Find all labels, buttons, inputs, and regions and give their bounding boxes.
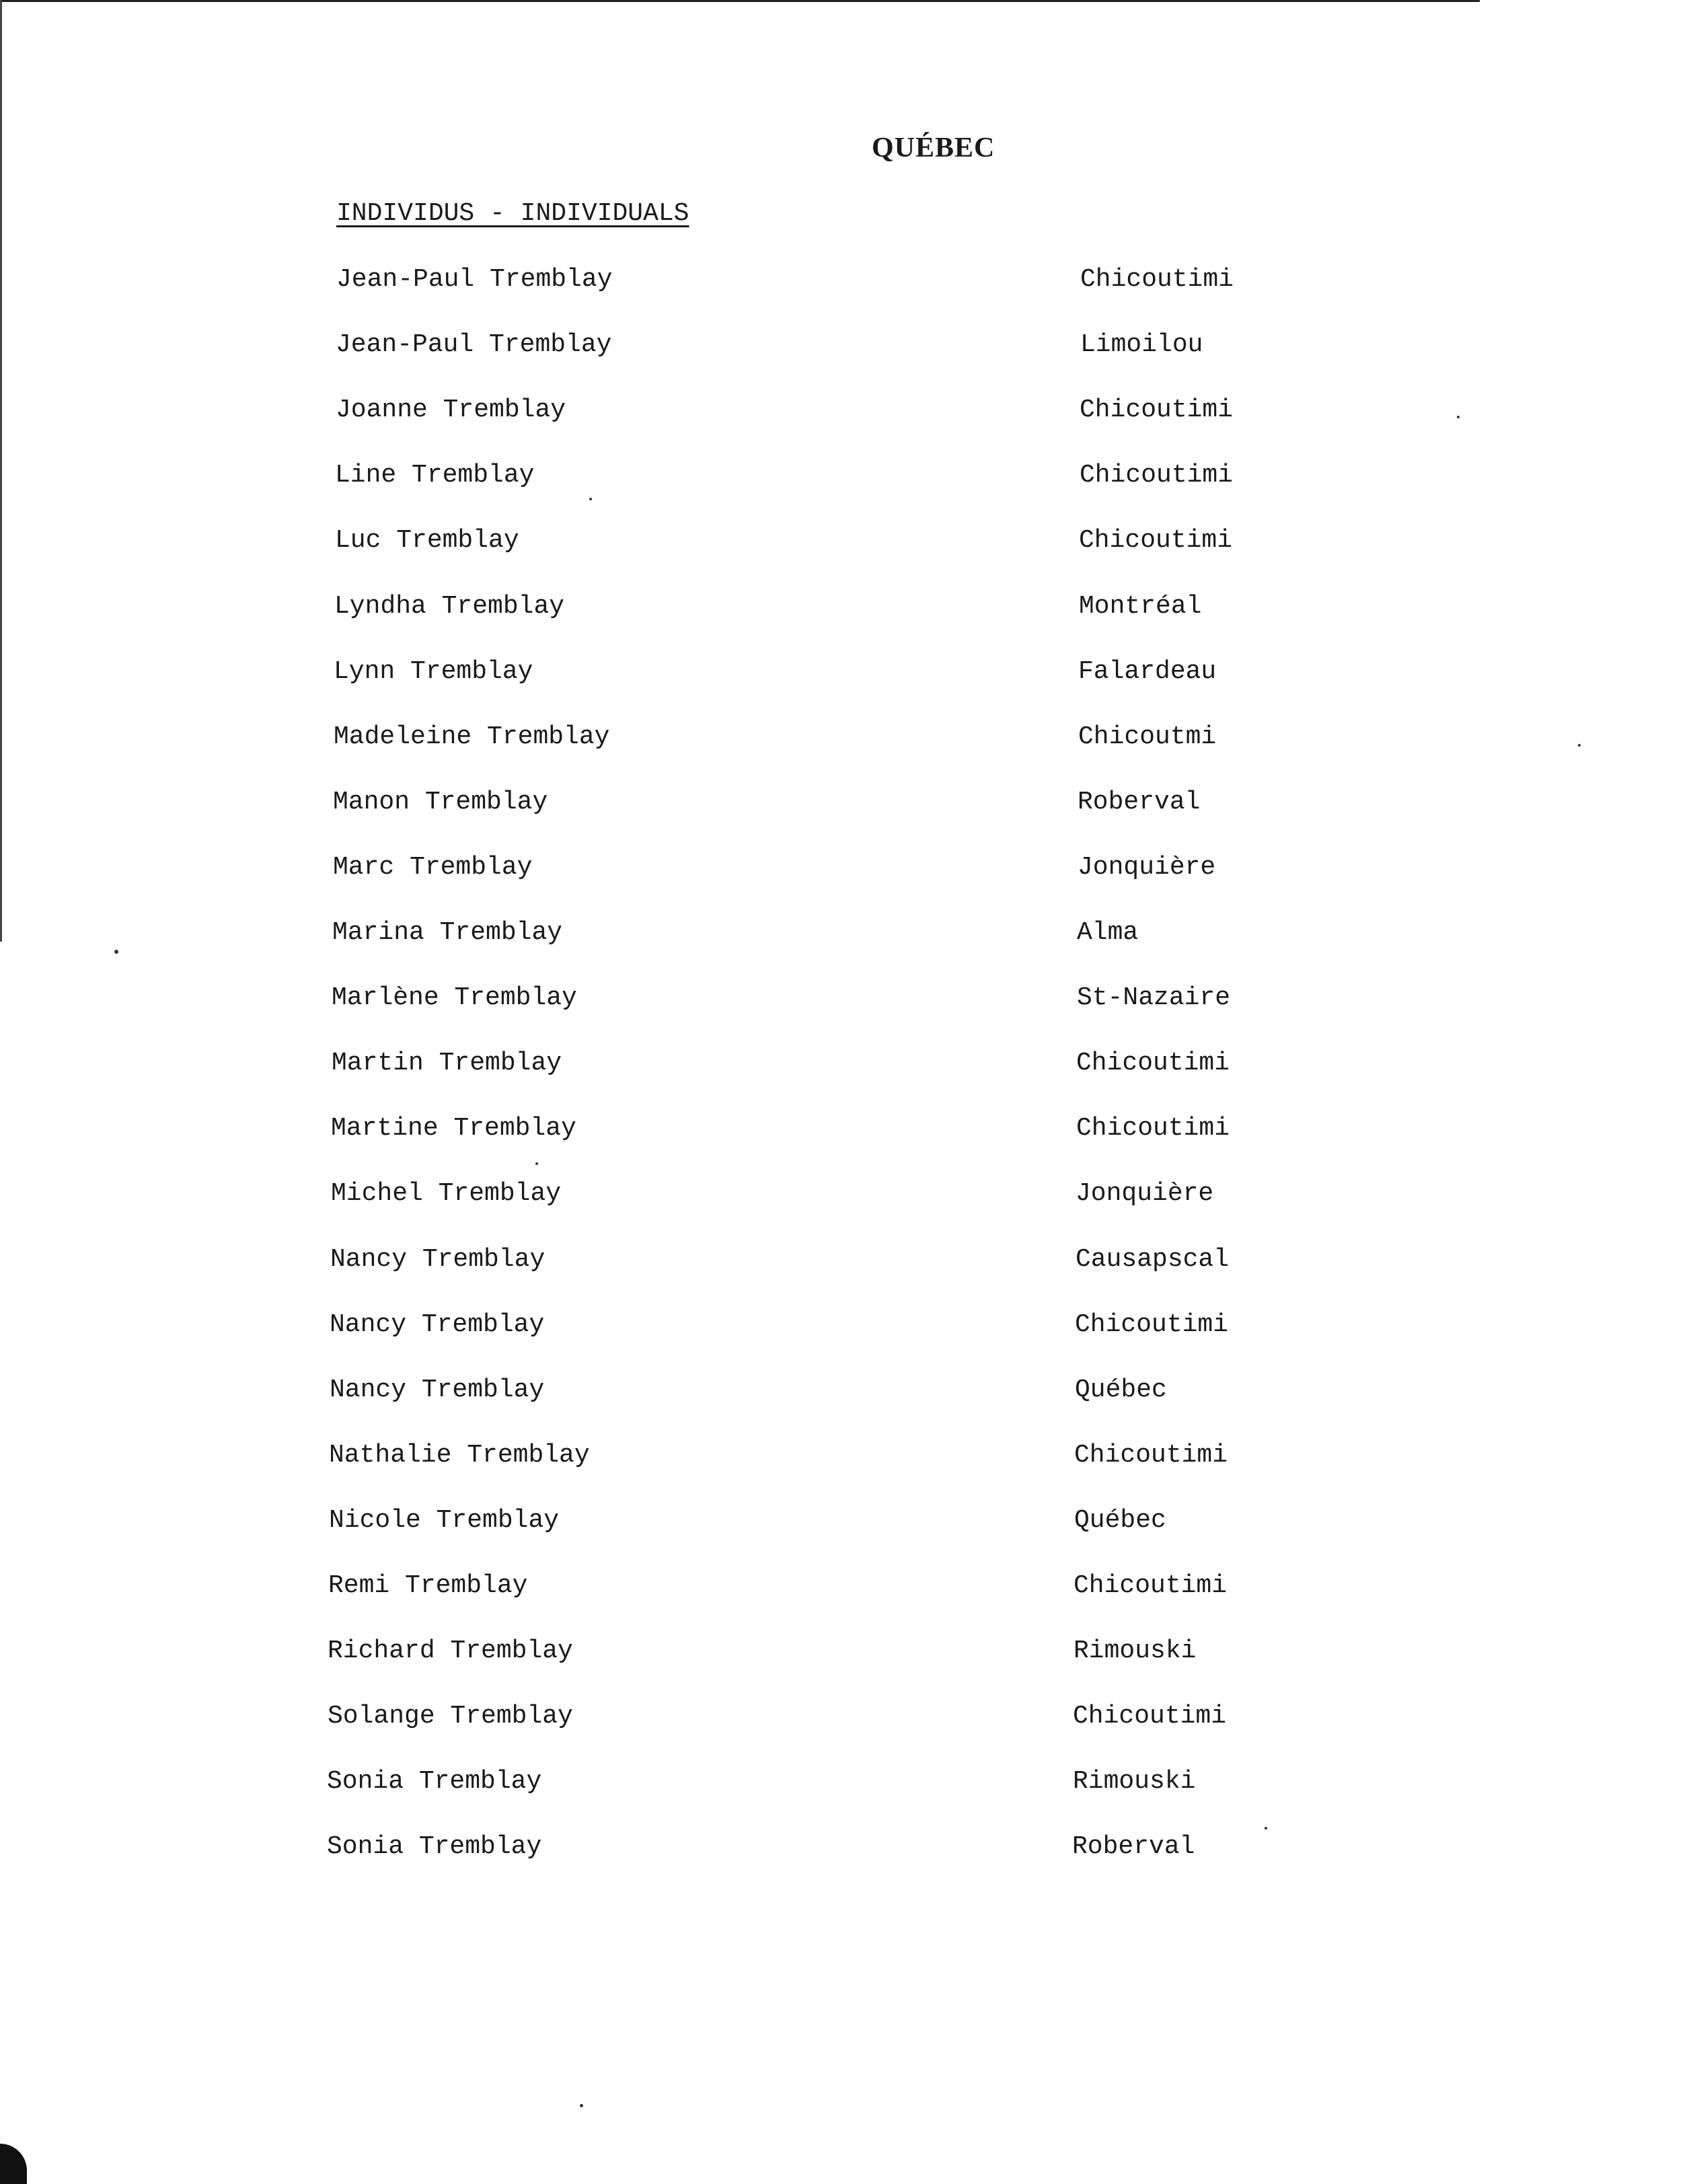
entry-name: Joanne Tremblay <box>336 396 566 424</box>
entry-city: Chicoutimi <box>1074 1441 1228 1470</box>
entry-name: Sonia Tremblay <box>327 1767 542 1796</box>
list-item <box>0 1832 1695 1873</box>
entry-city: Chicoutimi <box>1080 265 1234 294</box>
entry-name: Luc Tremblay <box>335 526 519 555</box>
scan-speck <box>535 1162 538 1165</box>
list-item <box>0 461 1695 501</box>
entry-city: Chicoutimi <box>1075 1310 1229 1339</box>
list-item <box>0 265 1695 305</box>
entry-city: Alma <box>1077 918 1139 947</box>
list-item <box>0 1310 1695 1351</box>
entry-city: Limoilou <box>1080 330 1203 359</box>
entry-name: Martin Tremblay <box>332 1049 562 1078</box>
list-item <box>0 1179 1695 1219</box>
entry-name: Marina Tremblay <box>332 918 563 947</box>
entry-name: Richard Tremblay <box>328 1636 573 1665</box>
scan-speck <box>1265 1827 1267 1830</box>
list-item <box>0 1571 1695 1612</box>
entry-city: Causapscal <box>1076 1245 1230 1274</box>
list-item <box>0 1376 1695 1416</box>
list-item <box>0 983 1695 1024</box>
entry-city: Chicoutimi <box>1080 396 1234 424</box>
entry-name: Nancy Tremblay <box>330 1310 545 1339</box>
entry-name: Solange Tremblay <box>328 1702 573 1731</box>
entry-name: Nathalie Tremblay <box>329 1441 590 1470</box>
list-item <box>0 1702 1695 1742</box>
entry-city: Montréal <box>1079 592 1202 621</box>
entry-city: Chicoutimi <box>1080 461 1234 490</box>
entry-name: Marc Tremblay <box>333 853 533 882</box>
entry-city: Jonquière <box>1078 853 1216 882</box>
entry-name: Michel Tremblay <box>331 1179 562 1208</box>
entry-city: Chicoutimi <box>1076 1114 1230 1143</box>
entry-city: Chicoutimi <box>1074 1571 1228 1600</box>
list-item <box>0 330 1695 371</box>
entry-city: Chicoutmi <box>1078 722 1217 751</box>
scan-corner-shadow <box>0 2144 27 2184</box>
entry-name: Marlène Tremblay <box>332 983 577 1012</box>
list-item <box>0 592 1695 632</box>
entry-city: Chicoutimi <box>1076 1049 1230 1078</box>
entry-city: Rimouski <box>1074 1636 1197 1665</box>
entry-city: Chicoutimi <box>1079 526 1233 555</box>
list-item <box>0 396 1695 436</box>
list-item <box>0 1114 1695 1154</box>
list-item <box>0 1049 1695 1089</box>
entry-city: Jonquière <box>1076 1179 1214 1208</box>
page-title: QUÉBEC <box>872 133 995 163</box>
list-item <box>0 657 1695 698</box>
list-item <box>0 1245 1695 1285</box>
entry-name: Jean-Paul Tremblay <box>336 265 613 294</box>
entry-name: Line Tremblay <box>335 461 535 490</box>
entry-name: Sonia Tremblay <box>327 1832 542 1861</box>
entry-city: St-Nazaire <box>1077 983 1231 1012</box>
entry-city: Québec <box>1074 1506 1166 1535</box>
list-item <box>0 722 1695 763</box>
entry-city: Rimouski <box>1073 1767 1196 1796</box>
scan-speck <box>580 2104 583 2107</box>
entry-name: Nancy Tremblay <box>330 1245 545 1274</box>
entry-city: Roberval <box>1072 1832 1195 1861</box>
section-heading: INDIVIDUS - INDIVIDUALS <box>336 199 689 228</box>
list-item <box>0 788 1695 828</box>
entry-name: Manon Tremblay <box>333 788 548 817</box>
entry-city: Falardeau <box>1078 657 1217 686</box>
entry-name: Jean-Paul Tremblay <box>336 330 612 359</box>
list-item <box>0 1441 1695 1481</box>
entry-name: Madeleine Tremblay <box>334 722 610 751</box>
list-item <box>0 1506 1695 1546</box>
entry-name: Lyndha Tremblay <box>334 592 565 621</box>
entry-city: Roberval <box>1078 788 1201 817</box>
scan-top-edge <box>0 0 1480 2</box>
entry-name: Nicole Tremblay <box>329 1506 560 1535</box>
entry-name: Remi Tremblay <box>328 1571 528 1600</box>
entry-city: Québec <box>1075 1376 1167 1404</box>
entry-name: Lynn Tremblay <box>334 657 533 686</box>
list-item <box>0 1767 1695 1807</box>
list-item <box>0 918 1695 958</box>
entry-name: Nancy Tremblay <box>330 1376 545 1404</box>
entry-name: Martine Tremblay <box>331 1114 576 1143</box>
list-item <box>0 526 1695 566</box>
list-item <box>0 1636 1695 1677</box>
list-item <box>0 853 1695 893</box>
entry-city: Chicoutimi <box>1073 1702 1227 1731</box>
